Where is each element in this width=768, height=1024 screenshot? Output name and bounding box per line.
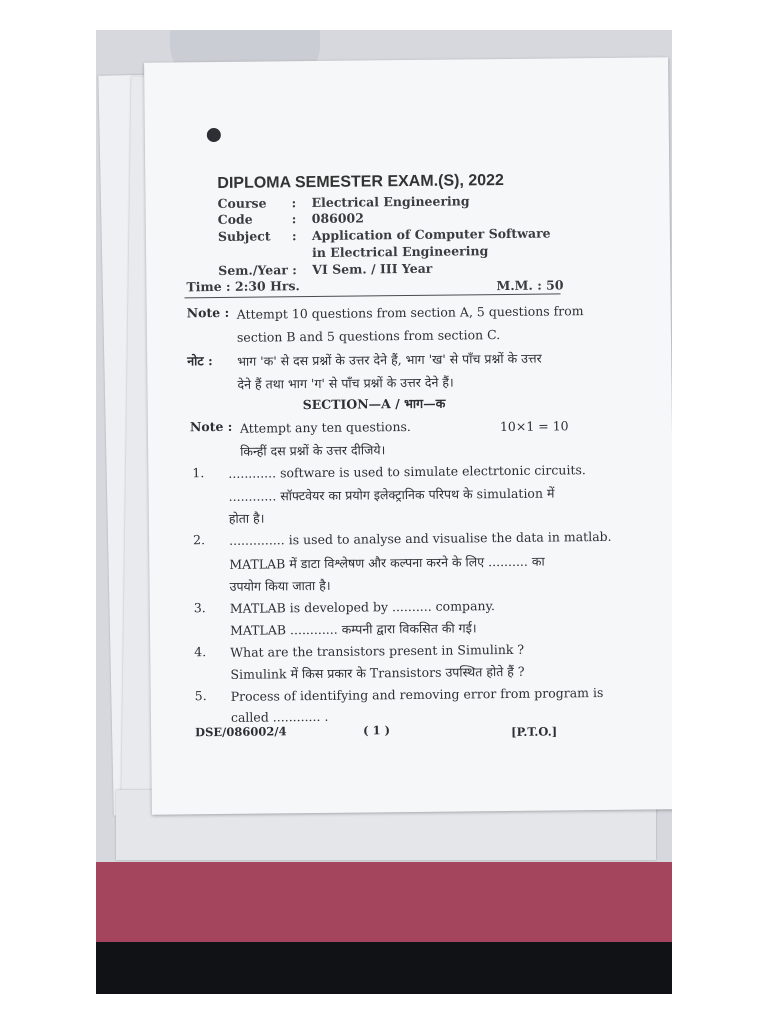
question-text: called ............ . <box>230 708 329 725</box>
question-text: ............ software is used to simulate electrtonic circuits. <box>228 462 586 481</box>
divider <box>185 293 561 298</box>
section-note-text: Attempt any ten questions. <box>239 418 411 436</box>
note-line: Attempt 10 questions from section A, 5 questions from <box>236 303 584 322</box>
subject-value-cont: in Electrical Engineering <box>311 243 489 261</box>
question-text: ............ सॉफ्टवेयर का प्रयोग इलेक्ट्रानिक परिपथ के simulation में <box>228 485 555 504</box>
question-number: 3. <box>193 600 206 616</box>
question-number: 2. <box>192 532 206 548</box>
exam-title: DIPLOMA SEMESTER EXAM.(S), 2022 <box>217 172 504 193</box>
section-note-hindi: किन्हीं दस प्रश्नों के उत्तर दीजिये। <box>240 442 386 459</box>
section-heading: SECTION—A / भाग—क <box>302 395 446 413</box>
semyear-value: VI Sem. / III Year <box>312 260 433 278</box>
colon: : <box>291 211 297 227</box>
time-allowed: Time : 2:30 Hrs. <box>186 278 300 295</box>
course-value: Electrical Engineering <box>311 193 470 211</box>
max-marks: M.M. : 50 <box>496 277 564 294</box>
question-text: Simulink में किस प्रकार के Transistors उपस्थित होते हैं ? <box>230 663 525 682</box>
page-number: ( 1 ) <box>363 723 391 738</box>
question-text: MATLAB is developed by .......... company. <box>229 598 495 616</box>
course-label: Course <box>217 195 267 212</box>
question-text: Process of identifying and removing error from program is <box>230 684 604 704</box>
note-line: section B and 5 questions from section C. <box>236 327 501 345</box>
question-number: 5. <box>194 688 207 704</box>
punch-hole <box>207 128 221 142</box>
question-text: What are the transistors present in Simulink ? <box>230 641 525 660</box>
semyear-label: Sem./Year <box>218 262 288 278</box>
question-text: MATLAB ............ कम्पनी द्वारा विकसित की गई। <box>229 620 477 638</box>
question-text: होता है। <box>228 510 265 526</box>
subject-label: Subject <box>217 228 271 245</box>
colon: : <box>291 195 297 211</box>
note-hindi-line: भाग 'क' से दस प्रश्नों के उत्तर देने हैं, भाग 'ख' से पाँच प्रश्नों के उत्तर <box>237 350 542 369</box>
table-surface <box>96 862 672 942</box>
note-label: Note : <box>186 304 230 321</box>
question-number: 4. <box>194 644 207 660</box>
note-hindi-label: नोट : <box>187 353 213 369</box>
floor-shadow <box>96 942 672 994</box>
colon: : <box>292 262 297 278</box>
question-text: उपयोग किया जाता है। <box>229 577 331 594</box>
section-note-label: Note : <box>189 418 233 435</box>
question-text: MATLAB में डाटा विश्लेषण और कल्पना करने के लिए .......... का <box>229 553 545 572</box>
section-marks: 10×1 = 10 <box>499 418 569 435</box>
question-text: .............. is used to analyse and visualise the data in matlab. <box>229 528 612 548</box>
photo-frame <box>96 30 672 994</box>
subject-value: Application of Computer Software <box>311 225 551 244</box>
colon: : <box>291 228 297 244</box>
pto-label: [P.T.O.] <box>511 724 558 739</box>
code-label: Code <box>217 211 253 228</box>
question-number: 1. <box>192 465 205 481</box>
code-value: 086002 <box>311 210 364 227</box>
note-hindi-line: देने हैं तथा भाग 'ग' से पाँच प्रश्नों के उत्तर देने हैं। <box>237 374 454 392</box>
footer-code: DSE/086002/4 <box>195 724 287 740</box>
exam-paper <box>144 57 672 814</box>
